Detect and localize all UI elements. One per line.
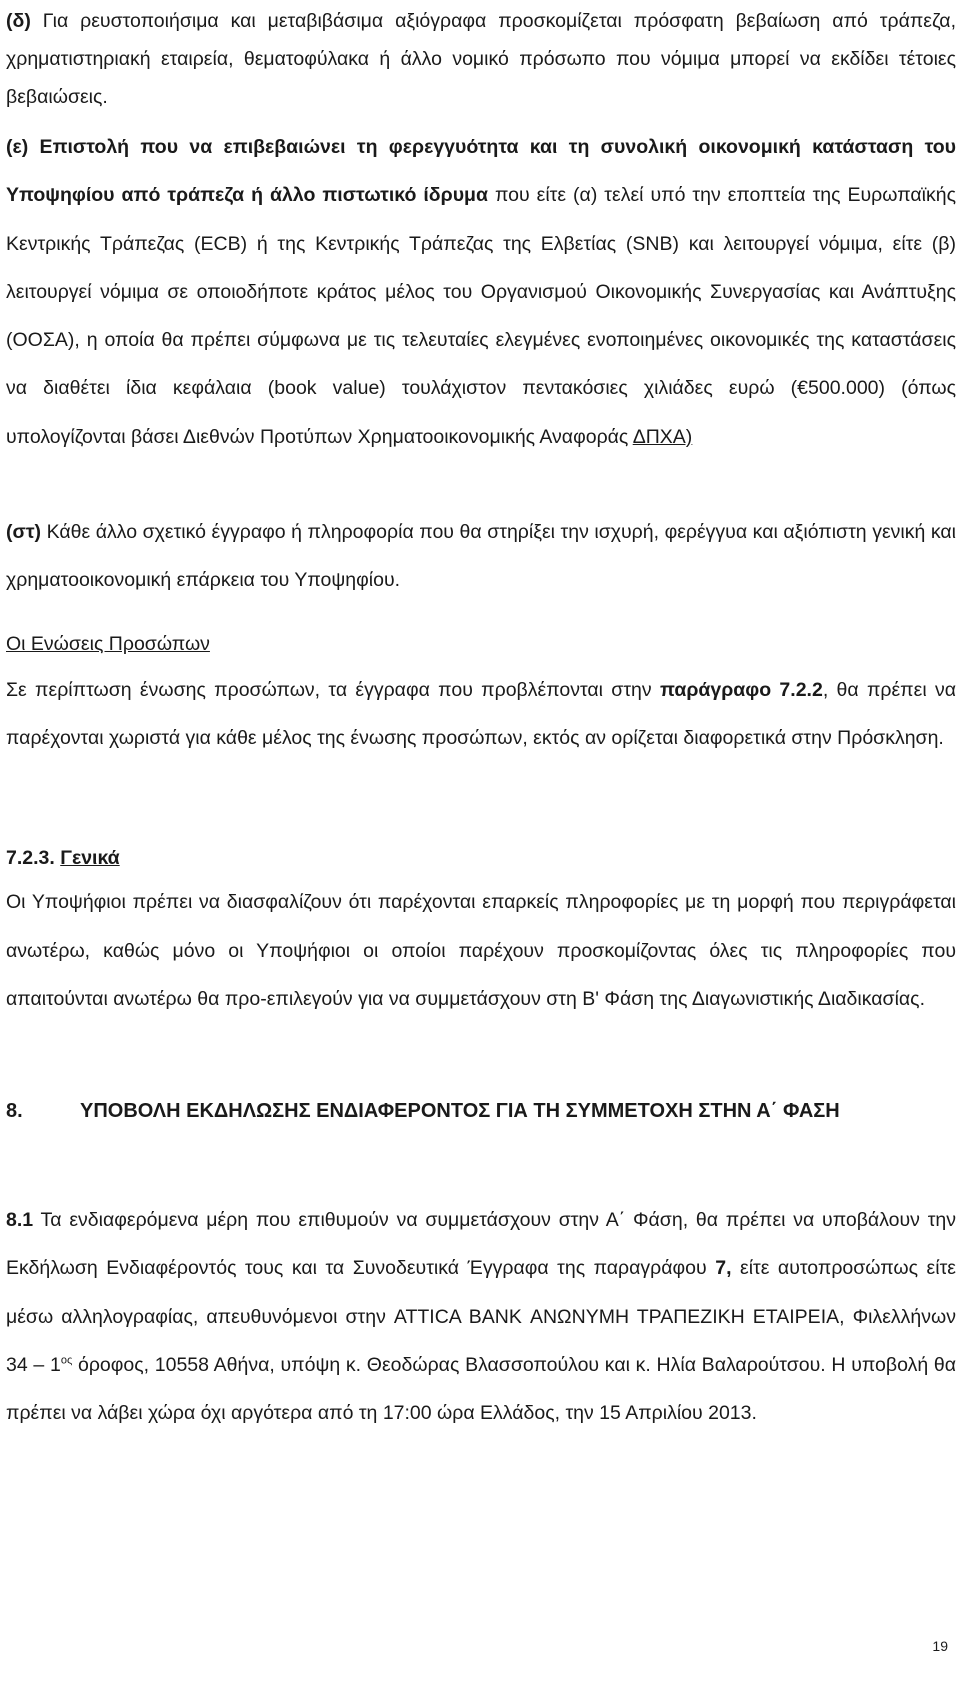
- unions-bold-reference: παράγραφο 7.2.2: [659, 679, 823, 701]
- paragraph-8-1-sup: ος: [60, 1354, 73, 1367]
- paragraph-8-1-text-2: είτε αυτοπροσώπως είτε μέσω αλληλογραφίας, απευθυνόμενοι στην ATTICA BANK ΑΝΩΝΥΜΗ ΤΡΑΠΕΖΙΚΗ ΕΤΑΙΡΕΙΑ, Φιλελλήνων 34 – 1: [6, 1257, 956, 1376]
- unions-text-before: Σε περίπτωση ένωσης προσώπων, τα έγγραφα που προβλέπονται στην: [6, 679, 652, 701]
- section-8-line1: [6, 1092, 956, 1130]
- section-8-title: ΥΠΟΒΟΛΗ ΕΚΔΗΛΩΣΗΣ ΕΝΔΙΑΦΕΡΟΝΤΟΣ ΓΙΑ ΤΗ ΣΥΜΜΕΤΟΧΗ ΣΤΗΝ Α΄ ΦΑΣΗ: [80, 1100, 840, 1122]
- paragraph-d-label: (δ): [6, 10, 31, 32]
- paragraph-st: [6, 508, 956, 604]
- paragraph-8-1-number: 8.1: [6, 1209, 34, 1231]
- paragraph-8-1: [6, 1196, 956, 1437]
- section-723-paragraph: [6, 878, 956, 1024]
- paragraph-st-text: Κάθε άλλο σχετικό έγγραφο ή πληροφορία που θα στηρίξει την ισχυρή, φερέγγυα και αξιόπιστη γενική και χρηματοοικονομική επάρκεια του Υποψηφίου.: [6, 521, 956, 591]
- section-8-number: 8.: [6, 1100, 23, 1122]
- section-8-heading: [6, 1092, 956, 1130]
- paragraph-e-bold: (ε) Επιστολή που να επιβεβαιώνει τη φερεγγυότητα και τη συνολική οικονομική κατάσταση του Υποψηφίου από τράπεζα ή άλλο πιστωτικό ίδρυμα: [6, 136, 956, 207]
- section-723-text: Οι Υποψήφιοι πρέπει να διασφαλίζουν ότι παρέχονται επαρκείς πληροφορίες με τη μορφή που περιγράφεται ανωτέρω, καθώς μόνο οι Υποψήφιοι οι οποίοι παρέχουν προσκομίζοντας όλες τις πληροφορίες που απαιτούνται ανωτέρω θα προ-επιλεγούν για να συμμετάσχουν στη Β' Φάση της Διαγωνιστικής Διαδικασίας.: [6, 891, 956, 1010]
- paragraph-st-label: (στ): [6, 521, 42, 543]
- paragraph-d-text: Για ρευστοποιήσιμα και μεταβιβάσιμα αξιόγραφα προσκομίζεται πρόσφατη βεβαίωση από τράπεζα, χρηματιστηριακή εταιρεία, θεματοφύλακα ή άλλο νομικό πρόσωπο που νόμιμα μπορεί να εκδίδει τέτοιες βεβαιώσεις.: [6, 10, 956, 108]
- paragraph-d: [6, 2, 956, 116]
- section-723-title: Γενικά: [60, 847, 120, 869]
- section-723-number: 7.2.3.: [6, 847, 55, 869]
- unions-heading-text: Οι Ενώσεις Προσώπων: [6, 633, 210, 655]
- paragraph-e-underlined: ΔΠΧΑ): [632, 425, 693, 448]
- page-number: 19: [932, 1638, 948, 1654]
- paragraph-e-text: που είτε (α) τελεί υπό την εποπτεία της Ευρωπαϊκής Κεντρικής Τράπεζας (ECB) ή της Κεντρικής Τράπεζας της Ελβετίας (SNB) και λειτουργεί νόμιμα, είτε (β) λειτουργεί νόμιμα σε οποιοδήποτε κράτος μέλος του Οργανισμού Οικονομικής Συνεργασίας και Ανάπτυξης (ΟΟΣΑ), η οποία θα πρέπει σύμφωνα με τις τελευταίες ελεγμένες ενοποιημένες οικονομικές της καταστάσεις να διαθέτει ίδια κεφάλαια (book value) τουλάχιστον πεντακόσιες χιλιάδες ευρώ (€500.000) (όπως υπολογίζονται βάσει Διεθνών Προτύπων Χρηματοοικονομικής Αναφοράς: [6, 184, 956, 448]
- unions-heading: [6, 624, 956, 664]
- paragraph-8-1-text-1: Τα ενδιαφερόμενα μέρη που επιθυμούν να συμμετάσχουν στην Α΄ Φάση, θα πρέπει να υποβάλουν την Εκδήλωση Ενδιαφέροντός τους και τα Συνοδευτικά Έγγραφα της παραγράφου: [6, 1209, 956, 1280]
- paragraph-e: [6, 123, 956, 461]
- paragraph-8-1-bold: 7,: [715, 1257, 732, 1280]
- unions-paragraph: [6, 666, 956, 762]
- unions-text-after: , θα πρέπει να παρέχονται χωριστά για κάθε μέλος της ένωσης προσώπων, εκτός αν ορίζεται διαφορετικά στην Πρόσκληση.: [6, 679, 956, 749]
- section-723-heading: [6, 838, 956, 878]
- paragraph-8-1-text-3: όροφος, 10558 Αθήνα, υπόψη κ. Θεοδώρας Βλασσοπούλου και κ. Ηλία Βαλαρούτσου. Η υποβολή θα πρέπει να λάβει χώρα όχι αργότερα από τη 17:00 ώρα Ελλάδος, την 15 Απριλίου 2013.: [6, 1353, 957, 1425]
